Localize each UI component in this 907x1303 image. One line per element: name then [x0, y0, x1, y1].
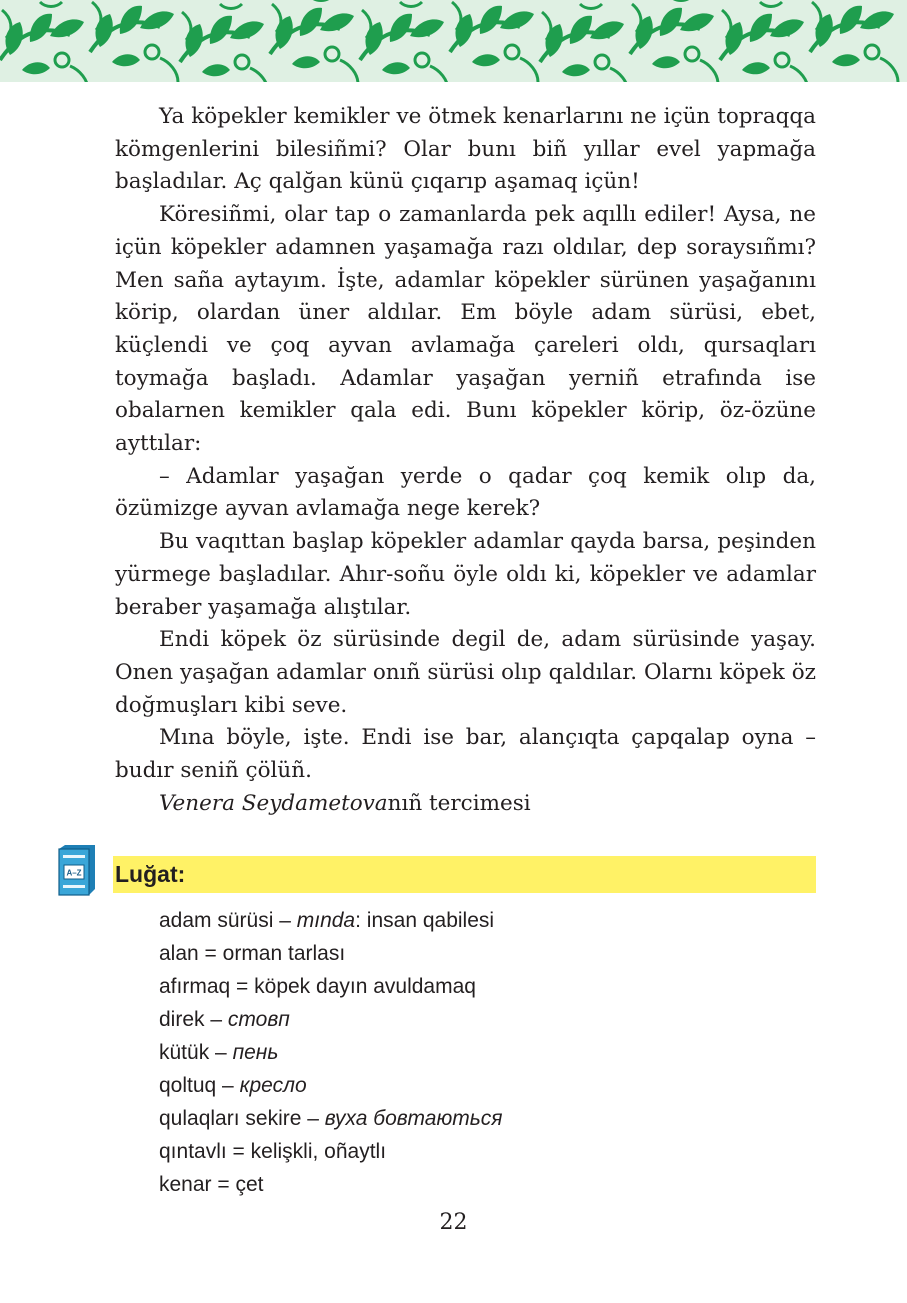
- glossary-entry: [159, 1003, 799, 1036]
- page-number: 22: [439, 1210, 468, 1235]
- dictionary-book-icon: [55, 843, 97, 897]
- glossary-separator: =: [198, 942, 223, 965]
- credit-suffix: nıñ tercimesi: [387, 790, 531, 816]
- glossary-separator: =: [230, 975, 255, 998]
- paragraph: Ya köpekler kemikler ve ötmek kenarlarını ne içün topraqqa kömgenlerini bilesiñmi? Olar bunı biñ yıllar evel yapmağa başladılar. Aç qalğan künü çıqarıp aşamaq içün!: [115, 104, 816, 195]
- glossary-definition: orman tarlası: [222, 942, 346, 965]
- glossary-translation: пень: [232, 1041, 279, 1064]
- glossary-definition: çet: [235, 1173, 264, 1196]
- paragraph: Endi köpek öz sürüsinde degil de, adam sürüsinde yaşay. Onen yaşağan adamlar onıñ sürüsi olıp qaldılar. Olarnı köpek öz doğmuşları kibi seve.: [115, 627, 816, 718]
- translator-name: Venera Seydametova: [159, 790, 388, 816]
- glossary-definition: : insan qabilesi: [355, 909, 495, 932]
- glossary-separator: =: [226, 1140, 251, 1163]
- glossary-translation: mında: [296, 909, 356, 932]
- glossary-entry: [159, 1168, 799, 1201]
- glossary-entry: [159, 937, 799, 970]
- glossary-term: kenar: [159, 1173, 212, 1196]
- glossary-separator: –: [209, 1041, 233, 1064]
- icon-label: A–Z: [66, 868, 82, 878]
- glossary-entry: [159, 970, 799, 1003]
- glossary-entry: [159, 904, 799, 937]
- glossary-separator: –: [204, 1008, 228, 1031]
- glossary-definition: kelişkli, oñaytlı: [250, 1140, 387, 1163]
- glossary-term: kütük: [159, 1041, 210, 1064]
- glossary-separator: =: [211, 1173, 236, 1196]
- glossary-translation: стовп: [227, 1008, 290, 1031]
- story-text: [115, 101, 816, 820]
- glossary-separator: –: [301, 1107, 325, 1130]
- glossary-header: [113, 856, 816, 893]
- glossary-term: adam sürüsi: [159, 909, 274, 932]
- glossary-separator: –: [216, 1074, 240, 1097]
- paragraph: Köresiñmi, olar tap o zamanlarda pek aqıllı ediler! Aysa, ne içün köpekler adamnen yaşamağa razı oldılar, dep soraysıñmı? Men saña aytayım. İşte, adamlar köpekler sürünen yaşağanını körip, olardan üner aldılar. Em böyle adam sürüsi, ebet, küçlendi ve çoq ayvan avlamağa çareleri oldı, qursaqları toymağa başladı. Adamlar yaşağan yerniñ etrafında ise obalarnen kemikler qala edi. Bunı köpekler körip, öz-özüne ayttılar:: [115, 202, 816, 457]
- paragraph: Bu vaqıttan başlap köpekler adamlar qayda barsa, peşinden yürmege başladılar. Ahır-soñu öyle oldı ki, köpekler ve adamlar beraber yaşamağa alıştılar.: [115, 529, 816, 620]
- glossary-translation: вуха бовтаються: [324, 1107, 503, 1130]
- decorative-banner: [0, 0, 907, 82]
- glossary-term: qıntavlı: [159, 1140, 227, 1163]
- paragraph: Mına böyle, işte. Endi ise bar, alançıqta çapqalap oyna – budır seniñ çölüñ.: [115, 725, 816, 784]
- glossary-term: qulaqları sekire: [159, 1107, 302, 1130]
- glossary-entry: [159, 1135, 799, 1168]
- glossary-entry: [159, 1036, 799, 1069]
- glossary-term: qoltuq: [159, 1074, 217, 1097]
- glossary-list: [159, 904, 799, 1201]
- glossary-translation: кресло: [239, 1074, 307, 1097]
- glossary-term: alan: [159, 942, 199, 965]
- glossary-entry: [159, 1069, 799, 1102]
- translation-credit: [115, 788, 816, 821]
- glossary-term: direk: [159, 1008, 205, 1031]
- glossary-definition: köpek dayın avuldamaq: [254, 975, 476, 998]
- glossary-term: afırmaq: [159, 975, 231, 998]
- glossary-separator: –: [273, 909, 297, 932]
- paragraph: – Adamlar yaşağan yerde o qadar çoq kemik olıp da, özümizge ayvan avlamağa nege kerek?: [115, 463, 816, 522]
- floral-ornament-icon: [0, 0, 907, 82]
- glossary-entry: [159, 1102, 799, 1135]
- glossary-title: Luğat:: [115, 861, 186, 887]
